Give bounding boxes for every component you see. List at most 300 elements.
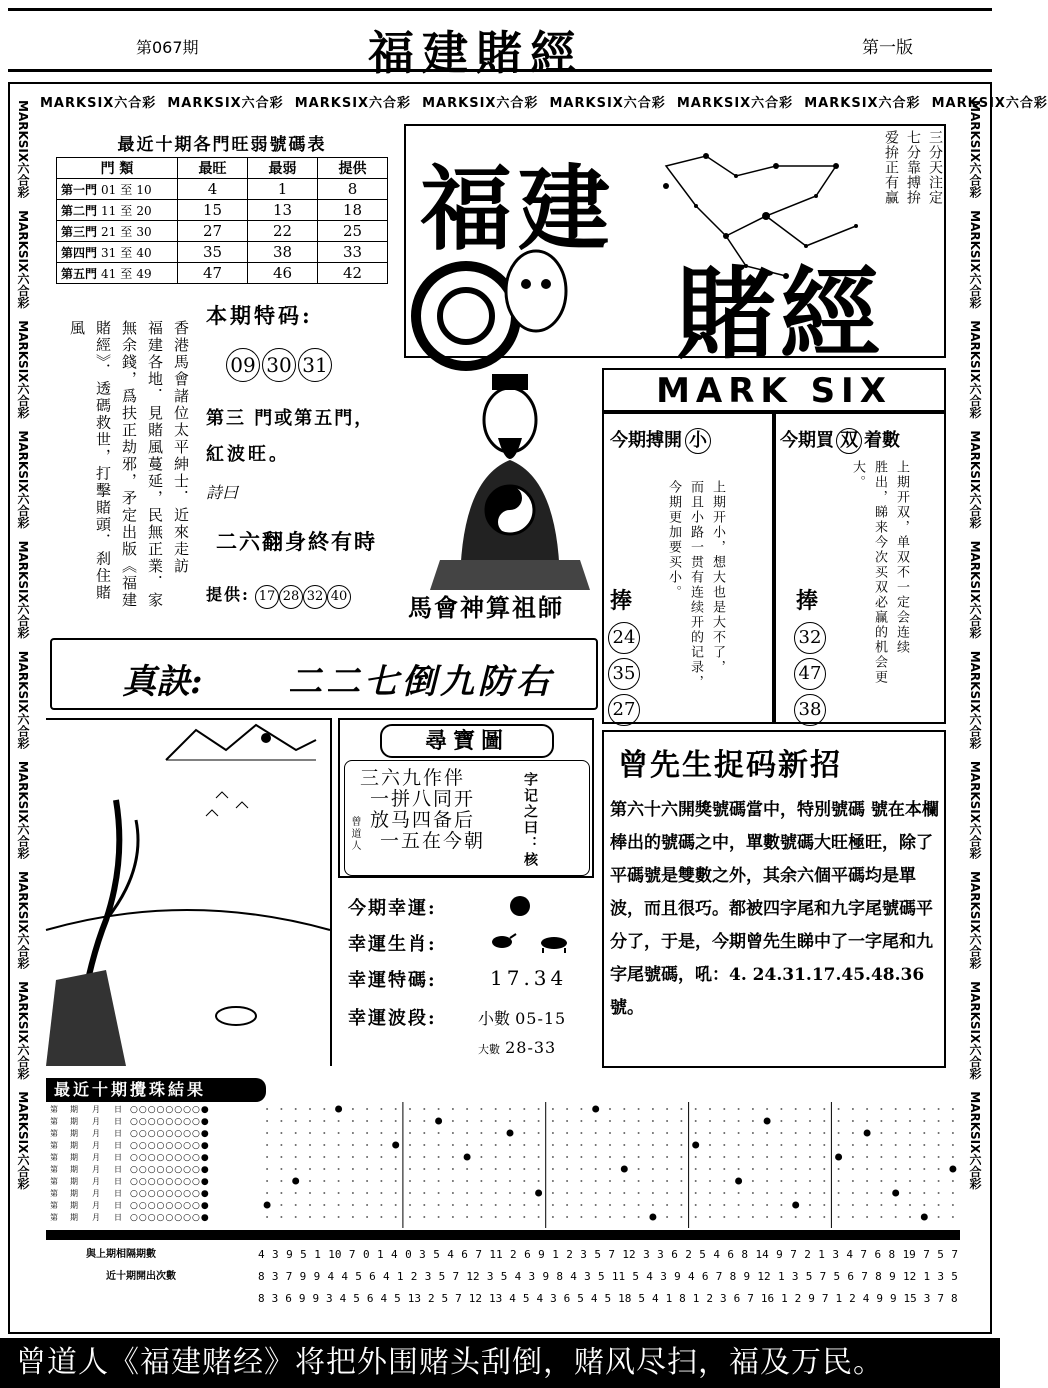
results-number-cell: 9 — [889, 1292, 897, 1305]
results-number-row — [258, 1266, 958, 1288]
gate-cell — [57, 200, 178, 221]
grid-dot — [280, 1204, 282, 1206]
grid-dot — [395, 1120, 397, 1122]
grid-dot — [380, 1144, 382, 1146]
results-number-cell: 11 — [489, 1248, 503, 1261]
grid-dot — [880, 1168, 882, 1170]
grid-dot — [709, 1192, 711, 1194]
grid-dot — [738, 1120, 740, 1122]
grid-dot — [695, 1180, 697, 1182]
results-number-cell: 7 — [861, 1270, 868, 1283]
logo-big-1: 福建 — [420, 155, 617, 263]
grid-dot — [623, 1108, 625, 1110]
draw-day: 日 — [114, 1117, 122, 1126]
grid-dot — [809, 1180, 811, 1182]
draw-row-label: 期 — [70, 1153, 78, 1162]
open-number: 24 — [608, 622, 640, 654]
results-number-cell: 8 — [556, 1270, 563, 1283]
grid-dot — [438, 1216, 440, 1218]
provide-number: 40 — [327, 585, 351, 609]
draw-row-label: 第 — [50, 1213, 58, 1222]
grid-dot — [580, 1216, 582, 1218]
grid-dot — [423, 1144, 425, 1146]
grid-dot — [680, 1132, 682, 1134]
grid-dot — [609, 1144, 611, 1146]
grid-dot — [452, 1180, 454, 1182]
grid-dot — [480, 1180, 482, 1182]
grid-dot — [880, 1120, 882, 1122]
grid-dot — [323, 1132, 325, 1134]
grid-dot — [709, 1216, 711, 1218]
grid-dot — [409, 1216, 411, 1218]
grid-dot — [880, 1156, 882, 1158]
results-number-cell: 4 — [339, 1292, 347, 1305]
grid-dot — [438, 1156, 440, 1158]
grid-dot — [280, 1120, 282, 1122]
provide-number: 32 — [303, 585, 327, 609]
banner-text: MARKSIX六合彩 — [676, 96, 794, 111]
value-cell-min: 1 — [248, 179, 318, 200]
grid-dot — [466, 1108, 468, 1110]
grid-dot — [595, 1144, 597, 1146]
buy-text-col: 上期开双，单双不一定会连续 — [894, 460, 909, 655]
drawn-ball-mark — [507, 1130, 514, 1137]
results-number-cell: 1 — [692, 1292, 700, 1305]
grid-dot — [495, 1120, 497, 1122]
weak-table-title: 最近十期各門旺弱號碼表 — [117, 135, 327, 155]
results-number-cell: 4 — [646, 1270, 653, 1283]
banner-text: MARKSIX六合彩 — [16, 870, 30, 970]
grid-dot — [623, 1180, 625, 1182]
buy-title — [780, 426, 900, 454]
results-row-labels — [56, 1244, 256, 1288]
banner-text: MARKSIX六合彩 — [16, 981, 30, 1080]
drawn-ball-mark — [649, 1214, 656, 1221]
grid-dot — [366, 1180, 368, 1182]
col-header: 最弱 — [248, 158, 318, 179]
value-cell-provide: 33 — [318, 242, 388, 263]
results-number-cell: 12 — [466, 1270, 480, 1283]
grid-dot — [880, 1144, 882, 1146]
grid-dot — [823, 1144, 825, 1146]
grid-dot — [580, 1192, 582, 1194]
grid-dot — [809, 1204, 811, 1206]
grid-dot — [880, 1192, 882, 1194]
buy-number: 32 — [794, 622, 826, 654]
grid-dot — [423, 1216, 425, 1218]
draw-row-label: 第 — [50, 1141, 58, 1150]
grid-dot — [766, 1192, 768, 1194]
grid-dot — [809, 1156, 811, 1158]
draw-row — [50, 1104, 260, 1116]
results-number-cell: 6 — [727, 1248, 734, 1261]
grid-dot — [438, 1144, 440, 1146]
landscape-illustration — [46, 718, 332, 1066]
grid-dot — [795, 1156, 797, 1158]
grid-dot — [752, 1144, 754, 1146]
results-number-cell: 12 — [468, 1292, 483, 1305]
draw-balls: ○○○○○○○○● — [130, 1189, 210, 1199]
results-number-cell: 15 — [903, 1292, 917, 1305]
draw-balls: ○○○○○○○○● — [130, 1105, 210, 1115]
grid-dot — [638, 1168, 640, 1170]
grid-dot — [638, 1108, 640, 1110]
banner-text: MARKSIX六合彩 — [968, 870, 982, 970]
grid-dot — [723, 1156, 725, 1158]
grid-dot — [880, 1180, 882, 1182]
open-choice: 小 — [685, 428, 711, 454]
grid-dot — [695, 1132, 697, 1134]
banner-text: MARKSIX六合彩 — [968, 320, 982, 419]
grid-dot — [623, 1192, 625, 1194]
results-number-cell: 3 — [424, 1270, 432, 1283]
results-number-cell: 2 — [510, 1248, 517, 1261]
grid-dot — [366, 1132, 368, 1134]
grid-dot — [423, 1120, 425, 1122]
results-number-cell: 5 — [522, 1292, 530, 1305]
results-number-cell: 4 — [258, 1248, 265, 1261]
results-number-cell: 6 — [285, 1292, 292, 1305]
draw-row-label: 第 — [50, 1201, 58, 1210]
grid-dot — [338, 1192, 340, 1194]
grid-dot — [609, 1180, 611, 1182]
results-number-cell: 6 — [874, 1248, 882, 1261]
drawn-ball-mark — [621, 1166, 628, 1173]
banner-text: MARKSIX六合彩 — [968, 760, 982, 859]
grid-dot — [695, 1108, 697, 1110]
grid-dot — [266, 1180, 268, 1182]
gate-cell — [57, 263, 178, 284]
value-cell-provide: 18 — [318, 200, 388, 221]
results-number-cell: 6 — [461, 1248, 468, 1261]
draw-day: 日 — [114, 1129, 122, 1138]
results-number-cell: 5 — [604, 1292, 612, 1305]
lucky-dot — [510, 896, 530, 916]
grid-dot — [452, 1144, 454, 1146]
grid-dot — [723, 1120, 725, 1122]
results-number-cell: 3 — [272, 1248, 279, 1261]
results-number-cell: 2 — [849, 1292, 856, 1305]
results-title-bar — [46, 1078, 266, 1102]
results-number-cell: 4 — [651, 1292, 659, 1305]
grid-dot — [323, 1144, 325, 1146]
grid-dot — [309, 1156, 311, 1158]
drawn-ball-mark — [764, 1118, 771, 1125]
grid-dot — [680, 1108, 682, 1110]
grid-dot — [780, 1108, 782, 1110]
grid-dot — [909, 1216, 911, 1218]
draw-row — [50, 1140, 260, 1152]
grid-dot — [838, 1168, 840, 1170]
intro-line: 福建各地．見賭風蔓延，民無正業．家 — [146, 320, 164, 609]
motto-line: 三分天注定 — [927, 130, 943, 205]
grid-dot — [480, 1132, 482, 1134]
big-range: 28-33 — [505, 1038, 557, 1057]
grid-dot — [895, 1204, 897, 1206]
grid-dot — [352, 1192, 354, 1194]
grid-dot — [938, 1204, 940, 1206]
grid-dot — [623, 1144, 625, 1146]
grid-dot — [523, 1144, 525, 1146]
grid-dot — [566, 1156, 568, 1158]
range-to: 至 — [120, 224, 133, 239]
grid-dot — [566, 1144, 568, 1146]
grid-dot — [952, 1108, 954, 1110]
grid-dot — [766, 1144, 768, 1146]
range-start: 01 — [101, 182, 117, 197]
results-number-cell: 3 — [720, 1292, 727, 1305]
col-header: 提供 — [318, 158, 388, 179]
results-number-cell: 9 — [808, 1292, 815, 1305]
grid-dot — [295, 1144, 297, 1146]
banner-text: MARKSIX六合彩 — [16, 760, 30, 859]
intro-line: 賭經》．透碼救世，打擊賭頭．刹住賭 — [94, 320, 112, 602]
grid-dot — [638, 1144, 640, 1146]
col-header: 最旺 — [178, 158, 248, 179]
results-number-cell: 4 — [383, 1270, 390, 1283]
grid-dot — [780, 1216, 782, 1218]
draw-day: 日 — [114, 1105, 122, 1114]
banner-text: MARKSIX六合彩 — [968, 430, 982, 529]
open-numbers — [608, 618, 640, 730]
draw-balls: ○○○○○○○○● — [130, 1141, 210, 1151]
grid-dot — [480, 1144, 482, 1146]
draw-row — [50, 1152, 260, 1164]
grid-dot — [423, 1192, 425, 1194]
grid-dot — [880, 1216, 882, 1218]
results-number-cell: 5 — [355, 1270, 362, 1283]
open-title-text: 今期搏開 — [610, 430, 682, 451]
grid-dot — [352, 1132, 354, 1134]
grid-dot — [838, 1132, 840, 1134]
grid-dot — [780, 1180, 782, 1182]
grid-dot — [809, 1192, 811, 1194]
grid-dot — [652, 1192, 654, 1194]
results-number-cell: 9 — [743, 1270, 751, 1283]
draw-row — [50, 1200, 260, 1212]
grid-dot — [909, 1192, 911, 1194]
drawn-ball-mark — [435, 1118, 442, 1125]
grid-dot — [438, 1108, 440, 1110]
drawn-ball-mark — [335, 1106, 342, 1113]
grid-dot — [395, 1108, 397, 1110]
grid-dot — [652, 1120, 654, 1122]
grid-dot — [523, 1120, 525, 1122]
results-number-cell: 3 — [791, 1270, 799, 1283]
results-number-cell: 19 — [902, 1248, 916, 1261]
draw-month: 月 — [92, 1153, 100, 1162]
treasure-title: 尋寶圖 — [380, 724, 554, 758]
grid-dot — [552, 1204, 554, 1206]
grid-dot — [480, 1192, 482, 1194]
results-number-cell: 3 — [657, 1248, 664, 1261]
grid-dot — [523, 1168, 525, 1170]
grid-dot — [695, 1156, 697, 1158]
grid-dot — [923, 1120, 925, 1122]
grid-dot — [495, 1216, 497, 1218]
results-number-cell: 7 — [860, 1248, 868, 1261]
grid-dot — [552, 1108, 554, 1110]
grid-dot — [352, 1204, 354, 1206]
grid-dot — [280, 1168, 282, 1170]
grid-dot — [709, 1156, 711, 1158]
grid-dot — [266, 1216, 268, 1218]
results-section — [46, 1078, 960, 1328]
grid-dot — [495, 1192, 497, 1194]
grid-dot — [852, 1180, 854, 1182]
grid-dot — [823, 1204, 825, 1206]
draw-row-label: 期 — [70, 1129, 78, 1138]
grid-dot — [952, 1132, 954, 1134]
grid-dot — [666, 1144, 668, 1146]
grid-dot — [509, 1108, 511, 1110]
results-number-cell: 6 — [366, 1292, 374, 1305]
grid-dot — [838, 1204, 840, 1206]
treasure-side: 字记之曰：核 — [522, 772, 538, 868]
grid-dot — [466, 1144, 468, 1146]
grid-dot — [480, 1120, 482, 1122]
grid-dot — [480, 1108, 482, 1110]
special-title: 本期特码: — [206, 303, 313, 328]
results-number-cell: 11 — [611, 1270, 626, 1283]
grid-dot — [338, 1216, 340, 1218]
results-number-cell: 3 — [528, 1270, 536, 1283]
treasure-lines — [360, 768, 485, 852]
banner-text: MARKSIX六合彩 — [804, 96, 921, 111]
table-row — [57, 242, 388, 263]
treasure-line: 一五在今朝 — [380, 830, 486, 852]
grid-dot — [866, 1156, 868, 1158]
results-number-cell: 5 — [353, 1292, 360, 1305]
results-number-cell: 1 — [777, 1270, 785, 1283]
results-number-cell: 9 — [313, 1270, 321, 1283]
provide-label: 提供: — [206, 585, 250, 604]
grid-dot — [595, 1132, 597, 1134]
results-number-cell: 3 — [580, 1248, 587, 1261]
logo-block — [404, 124, 946, 373]
grid-dot — [552, 1180, 554, 1182]
grid-dot — [738, 1192, 740, 1194]
grid-dot — [338, 1168, 340, 1170]
grid-dot — [680, 1216, 682, 1218]
value-cell-provide: 8 — [318, 179, 388, 200]
results-number-cell: 1 — [923, 1270, 931, 1283]
buy-title-suffix: 着數 — [864, 430, 900, 451]
results-number-cell: 3 — [643, 1248, 650, 1261]
draw-balls: ○○○○○○○○● — [130, 1153, 210, 1163]
grid-dot — [680, 1144, 682, 1146]
grid-dot — [895, 1216, 897, 1218]
grid-dot — [709, 1180, 711, 1182]
results-number-cell: 5 — [937, 1248, 944, 1261]
left-banner — [12, 100, 32, 1320]
grid-dot — [580, 1108, 582, 1110]
grid-dot — [880, 1204, 882, 1206]
grid-dot — [609, 1204, 611, 1206]
draw-row-label: 期 — [70, 1117, 78, 1126]
grid-dot — [652, 1168, 654, 1170]
provide-number: 17 — [255, 585, 279, 609]
grid-dot — [295, 1216, 297, 1218]
drawn-ball-mark — [921, 1214, 928, 1221]
grid-dot — [609, 1216, 611, 1218]
grid-dot — [880, 1132, 882, 1134]
grid-dot — [780, 1132, 782, 1134]
grid-dot — [495, 1180, 497, 1182]
draw-row — [50, 1116, 260, 1128]
intro-line: 風 — [68, 320, 86, 337]
grid-dot — [466, 1180, 468, 1182]
grid-dot — [666, 1168, 668, 1170]
banner-text: MARKSIX六合彩 — [16, 1091, 30, 1190]
results-number-cell: 4 — [713, 1248, 720, 1261]
grid-dot — [509, 1156, 511, 1158]
draw-month: 月 — [92, 1165, 100, 1174]
draw-day: 日 — [114, 1177, 122, 1186]
grid-dot — [338, 1120, 340, 1122]
grid-dot — [452, 1132, 454, 1134]
open-title — [610, 426, 711, 454]
grid-dot — [838, 1180, 840, 1182]
grid-dot — [752, 1192, 754, 1194]
results-number-cell: 6 — [671, 1248, 678, 1261]
drawn-ball-mark — [292, 1178, 299, 1185]
grid-dot — [566, 1216, 568, 1218]
draw-month: 月 — [92, 1105, 100, 1114]
value-cell-max: 47 — [178, 263, 248, 284]
grid-dot — [309, 1168, 311, 1170]
grid-dot — [938, 1144, 940, 1146]
grid-dot — [709, 1144, 711, 1146]
draw-row-label: 第 — [50, 1165, 58, 1174]
draw-balls: ○○○○○○○○● — [130, 1201, 210, 1211]
grid-dot — [538, 1180, 540, 1182]
grid-dot — [295, 1108, 297, 1110]
results-number-cell: 4 — [570, 1270, 577, 1283]
grid-dot — [366, 1204, 368, 1206]
grid-dot — [309, 1144, 311, 1146]
grid-dot — [852, 1168, 854, 1170]
grid-dot — [823, 1168, 825, 1170]
gate-name: 第四門 — [61, 245, 98, 260]
banner-text: MARKSIX六合彩 — [16, 430, 30, 529]
grid-dot — [595, 1192, 597, 1194]
results-number-cell: 5 — [433, 1248, 440, 1261]
grid-dot — [752, 1120, 754, 1122]
grid-dot — [380, 1216, 382, 1218]
range-end: 10 — [136, 182, 152, 197]
grid-dot — [623, 1132, 625, 1134]
grid-dot — [352, 1216, 354, 1218]
grid-dot — [809, 1168, 811, 1170]
results-number-cell: 3 — [923, 1292, 931, 1305]
results-number-cell: 5 — [394, 1292, 401, 1305]
grid-dot — [738, 1168, 740, 1170]
results-grid — [260, 1102, 960, 1228]
grid-dot — [595, 1204, 597, 1206]
grid-dot — [395, 1132, 397, 1134]
grid-dot — [895, 1144, 897, 1146]
grid-dot — [566, 1180, 568, 1182]
results-number-cell: 9 — [312, 1292, 320, 1305]
draw-month: 月 — [92, 1201, 100, 1210]
grid-dot — [423, 1180, 425, 1182]
results-number-cell: 1 — [314, 1248, 321, 1261]
grid-dot — [895, 1108, 897, 1110]
results-number-cell: 13 — [407, 1292, 421, 1305]
results-number-cell: 7 — [455, 1292, 462, 1305]
grid-dot — [623, 1204, 625, 1206]
